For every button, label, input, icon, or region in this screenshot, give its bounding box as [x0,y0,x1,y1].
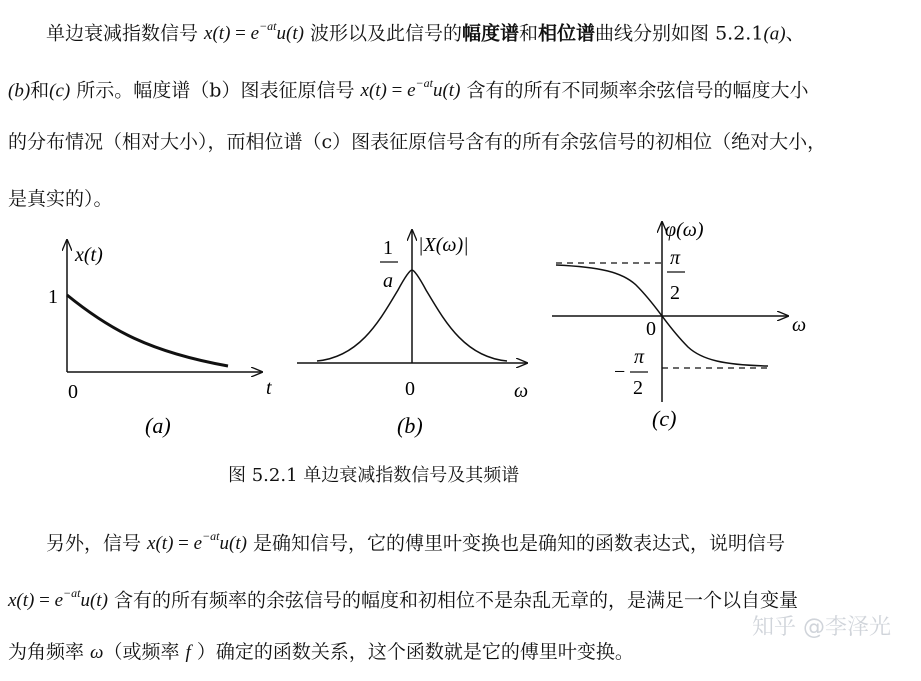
fourier-line-3: 为角频率 ω（或频率 f ）确定的函数关系，这个函数就是它的傅里叶变换。 [8,641,634,663]
figure-c-two-top: 2 [670,282,680,304]
intro-line-2: (b)和(c) 所示。幅度谱（b）图表征原信号 $x(t) = e^{-at}u(t)$ 含有的所有不同频率余弦信号的幅度大小 [8,76,809,102]
figure-b-xlabel: ω [514,380,529,402]
intro-paragraph [8,0,913,228]
figure-c-caption: (c) [652,406,677,431]
fourier-line-1: 另外，信号 $x(t) = e^{-at}u(t)$ 是确知信号，它的傅里叶变换也是确知的函数表达式，说明信号 [46,529,785,555]
figure-b-caption: (b) [397,413,423,438]
zhihu-watermark: 知乎 @李泽光 [752,615,891,640]
figure-c-pi-top: π [670,247,681,269]
intro-line-1: 单边衰减指数信号 $x(t) = e^{-at}u(t)$ 波形以及此信号的幅度谱和相位谱曲线分别如图 5.2.1(a)、 [46,19,805,45]
fourier-paragraph [8,510,913,681]
figure-a-decay-curve [67,295,228,366]
figure-c-ylabel: φ(ω) [665,219,704,241]
figure-b-den: a [383,270,393,292]
figure-b-zero: 0 [405,378,415,400]
figure-b-num: 1 [383,237,393,259]
figure-c-two-bottom: 2 [633,377,643,399]
figure-b [297,230,528,438]
figure-c-pi-bottom: π [634,346,645,368]
figure-a-caption: (a) [145,413,171,438]
figure-c [552,219,806,431]
figure-c-zero: 0 [646,318,656,340]
signal-formula: $x(t) = e^{-at}u(t)$ [204,19,304,45]
figure-a [48,240,272,438]
phase-spectrum-term: 相位谱 [538,22,596,45]
fourier-line-2: $x(t) = e^{-at}u(t)$ 含有的所有频率的余弦信号的幅度和初相位不是杂乱无章的，是满足一个以自变量 [8,586,798,612]
figure-b-ylabel: |X(ω)| [418,234,469,256]
figure-caption: 图 5.2.1 单边衰减指数信号及其频谱 [228,465,520,486]
figure-a-xlabel: t [266,377,272,399]
figure-a-zero: 0 [68,381,78,403]
intro-line-3: 的分布情况（相对大小），而相位谱（c）图表征原信号含有的所有余弦信号的初相位（绝对大小， [8,131,827,153]
intro-line-4: 是真实的）。 [8,188,113,210]
amplitude-spectrum-term: 幅度谱 [462,22,520,45]
figure-a-one: 1 [48,286,58,308]
figure-5-2-1 [0,200,921,460]
figure-c-xlabel: ω [792,314,807,336]
figure-a-ylabel: x(t) [75,244,103,266]
figure-c-minus: − [614,361,626,383]
